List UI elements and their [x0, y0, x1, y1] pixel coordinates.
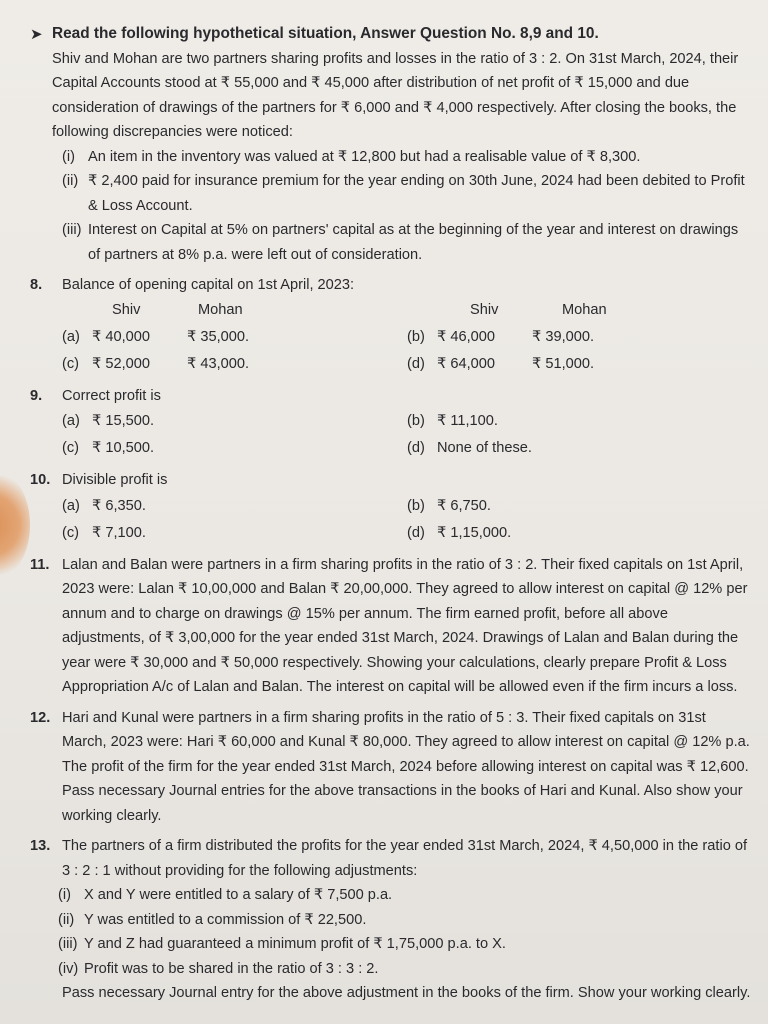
question-text: Lalan and Balan were partners in a firm sharing profits in the ratio of 3 : 2. Their fixed capitals on 1st April, 2023 were: Lalan ₹ 10,00,000 and Balan ₹ 20,00,000. They agreed to allow interest on capital @ 12% per annum and to charge on drawings @ 15% per annum. The firm earned profit, before all above adjustments, of ₹ 3,00,000 for the year ended 31st March, 2024. Drawings of Lalan and Balan during the year were ₹ 30,000 and ₹ 50,000 respectively. Showing your calculations, clearly prepare Profit & Loss Appropriation A/c of Lalan and Balan. The interest on capital will be allowed even if the firm incurs a loss.: [62, 556, 748, 695]
discrepancy-number: (i): [62, 148, 75, 165]
question-text: Divisible profit is: [62, 472, 168, 488]
option-row: [62, 435, 752, 462]
option-b[interactable]: [407, 409, 752, 434]
option-row: [62, 324, 752, 351]
option-d[interactable]: [407, 436, 752, 461]
question-13-closing: Pass necessary Journal entry for the above adjustment in the books of the firm. Show your working clearly.: [62, 985, 751, 1001]
discrepancy-number: (ii): [62, 173, 79, 189]
option-label: (a): [62, 328, 80, 345]
question-10-options: [62, 493, 752, 547]
adjustment-item: [58, 957, 752, 982]
question-11: [30, 553, 752, 700]
option-label: (c): [62, 355, 80, 372]
question-9-options: [62, 408, 752, 462]
question-10: [30, 468, 752, 493]
question-8: [30, 273, 752, 298]
adjustment-item: [58, 883, 752, 908]
adjustment-text: X and Y were entitled to a salary of ₹ 7,500 p.a.: [84, 887, 393, 903]
adjustment-text: Y was entitled to a commission of ₹ 22,500.: [84, 911, 367, 928]
discrepancy-text: An item in the inventory was valued at ₹ 12,800 but had a realisable value of ₹ 8,300.: [88, 148, 641, 165]
page-edge-shadow: [0, 470, 30, 580]
option-mohan-value: ₹ 35,000.: [187, 328, 250, 345]
header-shiv: Shiv: [112, 302, 141, 319]
option-label: (b): [407, 497, 425, 514]
question-text: Hari and Kunal were partners in a firm sharing profits in the ratio of 5 : 3. Their fixed capitals on 31st March, 2023 were: Hari ₹ 60,000 and Kunal ₹ 80,000. They agreed to allow interest on capital @ 12% p.a. The profit of the firm for the year ended 31st March, 2024 before allowing interest on capital was ₹ 12,600. Pass necessary Journal entries for the above transactions in the books of Hari and Kunal. Also show your working clearly.: [62, 709, 750, 824]
option-a[interactable]: [62, 494, 407, 519]
option-shiv-value: ₹ 46,000: [437, 328, 495, 345]
question-12: [30, 706, 752, 829]
option-d[interactable]: [407, 352, 752, 377]
question-number: 9.: [30, 387, 43, 404]
question-number: 12.: [30, 709, 51, 726]
option-label: (d): [407, 355, 425, 372]
option-c[interactable]: [62, 521, 407, 546]
discrepancy-text: ₹ 2,400 paid for insurance premium for the year ending on 30th June, 2024 had been debited to Profit & Loss Account.: [88, 173, 745, 214]
question-number: 10.: [30, 472, 51, 488]
option-b[interactable]: [407, 325, 752, 350]
adjustment-item: [58, 908, 752, 933]
adjustment-text: Y and Z had guaranteed a minimum profit of ₹ 1,75,000 p.a. to X.: [84, 936, 506, 952]
option-row: [62, 520, 752, 547]
option-text: ₹ 7,100.: [92, 524, 146, 541]
discrepancy-number: (iii): [62, 222, 82, 238]
option-column-headers: [62, 298, 752, 324]
option-c[interactable]: [62, 352, 407, 377]
adjustment-number: (ii): [58, 911, 75, 928]
option-label: (a): [62, 413, 80, 430]
option-shiv-value: ₹ 64,000: [437, 355, 495, 372]
header-mohan: Mohan: [562, 302, 607, 319]
option-row: [62, 493, 752, 520]
arrow-icon: ➤: [30, 26, 43, 43]
option-c[interactable]: [62, 436, 407, 461]
option-mohan-value: ₹ 39,000.: [532, 328, 595, 345]
option-text: ₹ 6,350.: [92, 497, 146, 514]
option-row: [62, 351, 752, 378]
discrepancy-text: Interest on Capital at 5% on partners' capital as at the beginning of the year and interest on drawings of partners at 8% p.a. were left out of consideration.: [88, 222, 739, 263]
option-label: (a): [62, 497, 80, 514]
option-label: (d): [407, 440, 425, 457]
header-shiv: Shiv: [470, 302, 499, 319]
question-number: 11.: [30, 556, 50, 573]
option-text: ₹ 1,15,000.: [437, 524, 512, 541]
option-a[interactable]: [62, 325, 407, 350]
option-label: (d): [407, 524, 425, 541]
discrepancy-item: [62, 169, 752, 218]
option-a[interactable]: [62, 409, 407, 434]
option-label: (b): [407, 328, 425, 345]
question-text: Correct profit is: [62, 387, 161, 404]
question-9: [30, 384, 752, 409]
option-mohan-value: ₹ 43,000.: [187, 355, 250, 372]
option-shiv-value: ₹ 52,000: [92, 355, 150, 372]
page-content: [30, 22, 752, 1006]
adjustment-number: (iv): [58, 960, 79, 977]
discrepancy-item: [62, 218, 752, 267]
option-mohan-value: ₹ 51,000.: [532, 355, 595, 372]
question-text: Balance of opening capital on 1st April, 2023:: [62, 277, 355, 293]
adjustment-number: (i): [58, 887, 71, 903]
header-mohan: Mohan: [198, 302, 243, 319]
option-text: ₹ 15,500.: [92, 413, 155, 430]
situation-block: [30, 22, 752, 267]
adjustment-number: (iii): [58, 936, 78, 952]
adjustment-text: Profit was to be shared in the ratio of 3 : 3 : 2.: [84, 960, 379, 977]
option-text: ₹ 6,750.: [437, 497, 491, 514]
option-text: ₹ 11,100.: [437, 413, 498, 430]
option-label: (c): [62, 524, 80, 541]
question-text: The partners of a firm distributed the profits for the year ended 31st March, 2024, ₹ 4,50,000 in the ratio of 3 : 2 : 1 without providing for the following adjustments:: [62, 838, 748, 879]
option-text: ₹ 10,500.: [92, 440, 155, 457]
question-13: [30, 834, 752, 883]
option-label: (b): [407, 413, 425, 430]
option-d[interactable]: [407, 521, 752, 546]
option-text: None of these.: [437, 440, 532, 457]
option-b[interactable]: [407, 494, 752, 519]
discrepancy-item: [62, 145, 752, 170]
option-label: (c): [62, 440, 80, 457]
question-number: 8.: [30, 277, 43, 293]
question-8-options: [62, 298, 752, 378]
situation-heading: Read the following hypothetical situation, Answer Question No. 8,9 and 10.: [52, 25, 599, 42]
option-row: [62, 408, 752, 435]
option-shiv-value: ₹ 40,000: [92, 328, 150, 345]
question-number: 13.: [30, 838, 51, 854]
situation-paragraph: Shiv and Mohan are two partners sharing profits and losses in the ratio of 3 : 2. On 31st March, 2024, their Capital Accounts stood at ₹ 55,000 and ₹ 45,000 after distribution of net profit of ₹ 15,000 and due consideration of drawings of the partners for ₹ 6,000 and ₹ 4,000 respectively. After closing the books, the following discrepancies were noticed:: [52, 50, 739, 140]
adjustment-item: [58, 932, 752, 957]
